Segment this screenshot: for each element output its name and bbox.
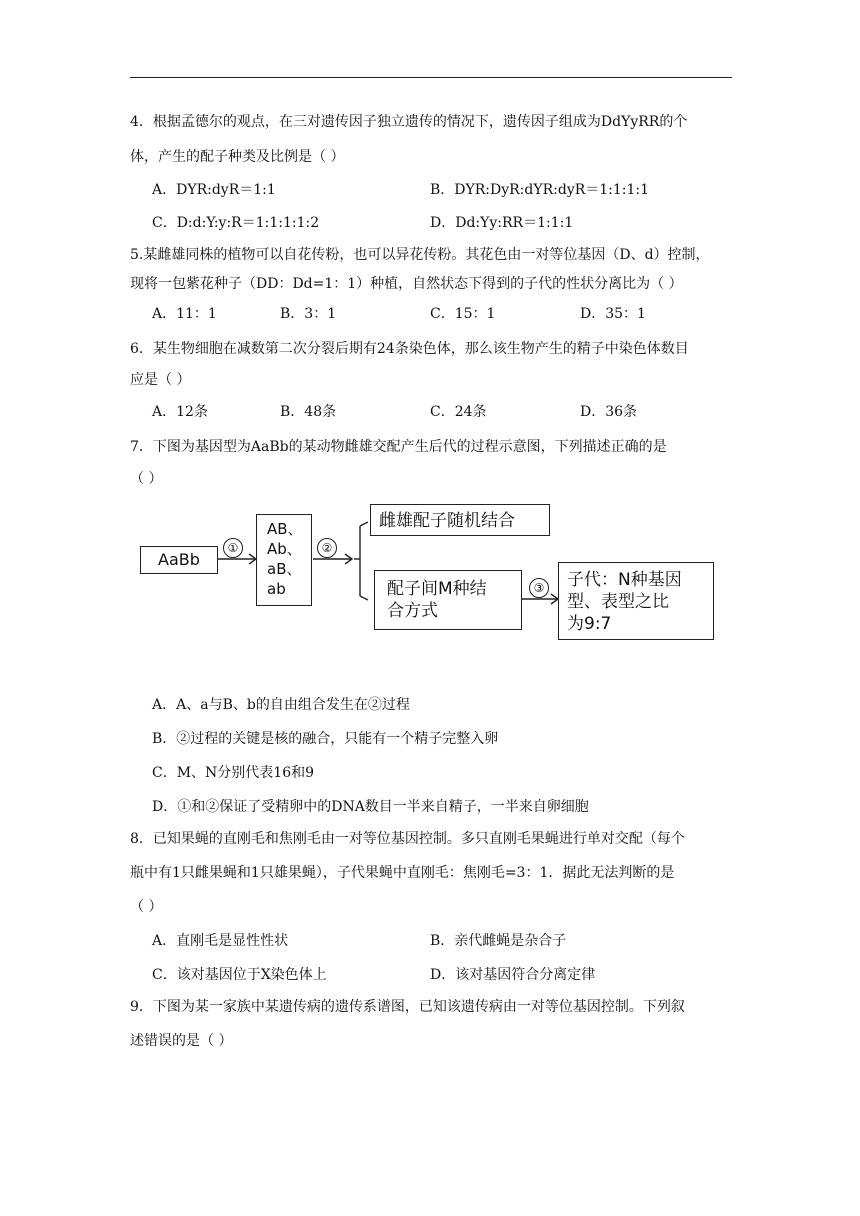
q4-stem-line2: 体，产生的配子种类及比例是（ ）	[130, 149, 345, 165]
q5-stem-line2: 现将一包紫花种子（DD：Dd=1：1）种植，自然状态下得到的子代的性状分离比为（ ）	[130, 276, 683, 292]
random-fusion-label: 雌雄配子随机结合	[379, 511, 515, 531]
q7-stem-line1: 7．下图为基因型为AaBb的某动物雌雄交配产生后代的过程示意图，下列描述正确的是	[130, 439, 667, 455]
q4-stem-line1: 4．根据孟德尔的观点，在三对遗传因子独立遗传的情况下，遗传因子组成为DdYyRR的个	[130, 114, 688, 130]
gamete-ab-lower-mixed: aB、	[267, 560, 302, 578]
q6-option-d: D．36条	[580, 404, 638, 420]
gamete-ab-upper: AB、	[267, 520, 303, 538]
step-2-marker: ②	[317, 538, 337, 558]
q5-option-b: B．3：1	[280, 306, 337, 322]
q7-option-a: A．A、a与B、b的自由组合发生在②过程	[152, 697, 410, 713]
random-fusion-box	[370, 504, 550, 536]
q7-option-c: C．M、N分别代表16和9	[152, 765, 315, 781]
q8-option-b: B．亲代雌蝇是杂合子	[430, 933, 567, 949]
q8-stem-line1: 8．已知果蝇的直刚毛和焦刚毛由一对等位基因控制。多只直刚毛果蝇进行单对交配（每个	[130, 831, 685, 847]
q8-option-d: D．该对基因符合分离定律	[430, 967, 596, 983]
combination-label-line1: 配子间M种结	[387, 579, 487, 599]
q8-stem-line2: 瓶中有1只雌果蝇和1只雄果蝇），子代果蝇中直刚毛：焦刚毛=3：1．据此无法判断的是	[130, 865, 675, 881]
q6-option-c: C．24条	[430, 404, 487, 420]
q5-stem-line1: 5.某雌雄同株的植物可以自花传粉，也可以异花传粉。其花色由一对等位基因（D、d）控制，	[130, 247, 710, 263]
q9-stem-line1: 9．下图为某一家族中某遗传病的遗传系谱图，已知该遗传病由一对等位基因控制。下列叙	[130, 999, 685, 1015]
q8-option-c: C．该对基因位于X染色体上	[152, 967, 327, 983]
step-1-marker: ①	[223, 538, 243, 558]
gamete-ab-mixed: Ab、	[267, 540, 302, 558]
q7-option-b: B．②过程的关键是核的融合，只能有一个精子完整入卵	[152, 731, 499, 747]
combination-box	[374, 570, 522, 630]
step-3-marker: ③	[529, 578, 549, 598]
q8-option-a: A．直刚毛是显性性状	[152, 933, 289, 949]
q4-option-b: B．DYR:DyR:dYR:dyR＝1:1:1:1	[430, 182, 650, 198]
q6-option-a: A．12条	[152, 404, 208, 420]
q4-option-d: D．Dd:Yy:RR＝1:1:1	[430, 215, 574, 231]
q6-stem-line1: 6．某生物细胞在减数第二次分裂后期有24条染色体，那么该生物产生的精子中染色体数目	[130, 341, 689, 357]
gametes-box	[256, 514, 312, 606]
parent-genotype-label: AaBb	[158, 550, 200, 569]
q6-option-b: B．48条	[280, 404, 337, 420]
gamete-ab-lower: ab	[267, 580, 286, 598]
header-rule	[130, 77, 732, 78]
q9-stem-line2: 述错误的是（ ）	[130, 1033, 233, 1049]
offspring-label-line2: 型、表型之比	[567, 592, 669, 612]
parent-genotype-box	[140, 546, 218, 574]
offspring-box	[558, 562, 714, 640]
q7-option-d: D．①和②保证了受精卵中的DNA数目一半来自精子，一半来自卵细胞	[152, 799, 589, 815]
q4-option-c: C．D:d:Y:y:R＝1:1:1:1:2	[152, 215, 320, 231]
q4-option-a: A．DYR:dyR＝1:1	[152, 182, 276, 198]
q6-stem-line2: 应是（ ）	[130, 372, 191, 388]
combination-label-line2: 合方式	[387, 601, 438, 621]
q7-process-diagram	[130, 498, 730, 648]
q5-option-a: A．11：1	[152, 306, 217, 322]
q8-stem-line3: （ ）	[130, 899, 163, 915]
q5-option-c: C．15：1	[430, 306, 496, 322]
offspring-label-line3: 为9:7	[567, 614, 612, 634]
offspring-label-line1: 子代：N种基因	[567, 570, 682, 590]
q5-option-d: D．35：1	[580, 306, 646, 322]
q7-stem-line2: （ ）	[130, 471, 163, 487]
